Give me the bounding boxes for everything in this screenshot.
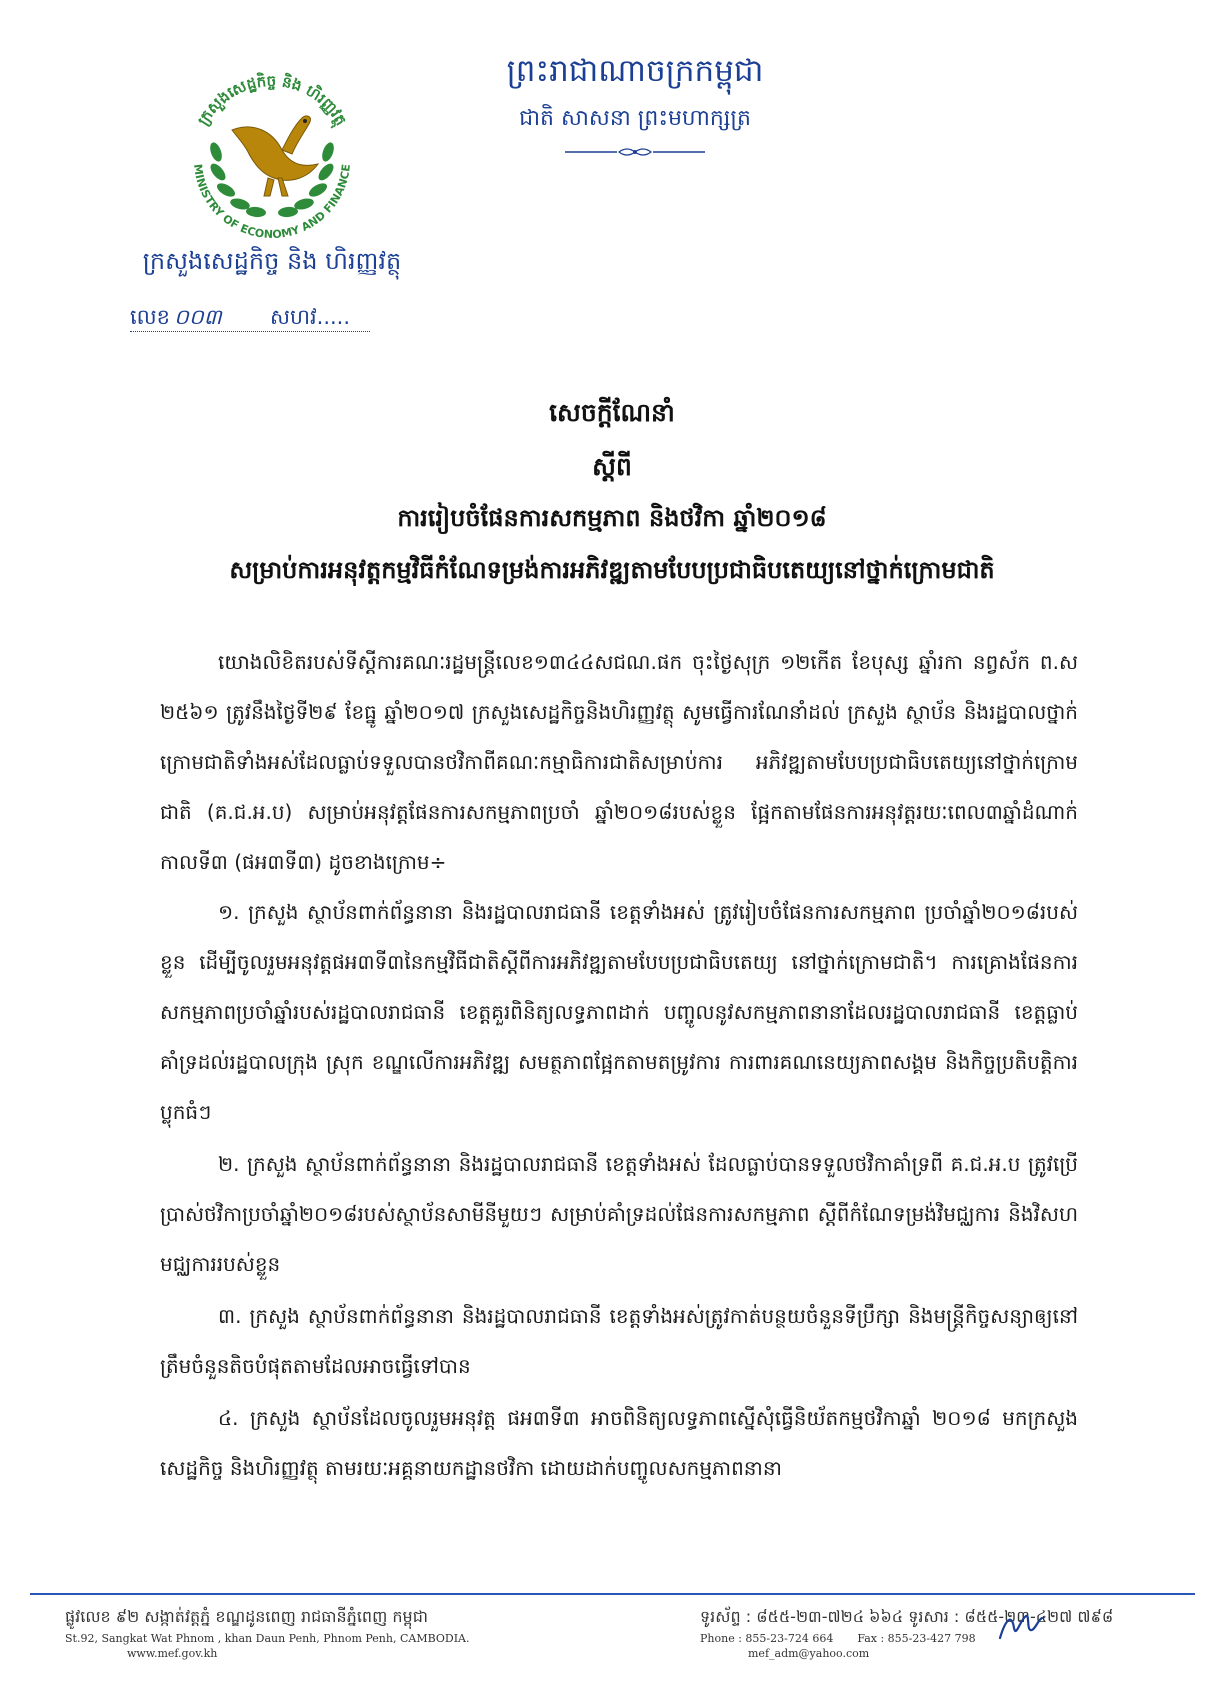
ref-prefix: លេខ (130, 305, 170, 329)
intro-paragraph: យោងលិខិតរបស់ទីស្តីការគណៈរដ្ឋមន្ត្រីលេខ១៣៤៤សជណ.ផក ចុះថ្ងៃសុក្រ ១២កើត ខែបុស្ស ឆ្នាំរកា នព្វស័ក ព.ស ២៥៦១ ត្រូវនឹងថ្ងៃទី២៩ ខែធ្នូ ឆ្នាំ២០១៧ ក្រសួងសេដ្ឋកិច្ចនិងហិរញ្ញវត្ថុ សូមធ្វើការណែនាំដល់ ក្រសួង ស្ថាប័ន និងរដ្ឋបាលថ្នាក់ក្រោមជាតិទាំងអស់ដែលធ្លាប់ទទួលបានថវិកាពីគណៈកម្មាធិការជាតិសម្រាប់ការ អភិវឌ្ឍតាមបែបប្រជាធិបតេយ្យនៅថ្នាក់ក្រោមជាតិ (គ.ជ.អ.ប) សម្រាប់អនុវត្តផែនការសកម្មភាពប្រចាំ ឆ្នាំ២០១៨របស់ខ្លួន ផ្អែកតាមផែនការអនុវត្តរយៈពេល៣ឆ្នាំដំណាក់កាលទី៣ (ផអ៣ទី៣) ដូចខាងក្រោម÷ (160, 650, 1078, 874)
ref-suffix: សហវ..... (270, 305, 351, 329)
website-link[interactable]: www.mef.gov.kh (127, 1647, 218, 1660)
contact-khmer: ទូរស័ព្ទ : ៨៥៥-២៣-៧២៤ ៦៦៤ ទូរសារ : ៨៥៥-២៣-៤២៧ ៧៩៨ (700, 1607, 1114, 1626)
title-subject-line-1: ការរៀបចំផែនការសកម្មភាព និងថវិកា ឆ្នាំ២០១៨ (397, 504, 827, 532)
footer-contact (700, 1606, 1160, 1660)
svg-text:ក្រសួងសេដ្ឋកិច្ច និង ហិរញ្ញវត្: ក្រសួងសេដ្ឋកិច្ច និង ហិរញ្ញវត្ថុ (193, 71, 351, 129)
ministry-seal-logo (172, 60, 372, 260)
ministry-name: ក្រសួងសេដ្ឋកិច្ច និង ហិរញ្ញវត្ថុ (142, 247, 402, 275)
reference-number (130, 300, 370, 334)
ref-number-handwritten: ០០៣ (174, 305, 222, 329)
clause-4-paragraph: ៤. ក្រសួង ស្ថាប័នដែលចូលរួមអនុវត្ត ផអ៣ទី៣ អាចពិនិត្យលទ្ធភាពស្នើសុំធ្វើនិយ័តកម្មថវិកាឆ្នាំ ២០១៨ មកក្រសួងសេដ្ឋកិច្ច និងហិរញ្ញវត្ថុ តាមរយៈអគ្គនាយកដ្ឋានថវិកា ដោយដាក់បញ្ចូលសកម្មភាពនានា (160, 1406, 1078, 1480)
document-type-title: សេចក្តីណែនាំ (549, 398, 675, 427)
title-subject-line-2: សម្រាប់ការអនុវត្តកម្មវិធីកំណែទម្រង់ការអភិវឌ្ឍតាមបែបប្រជាធិបតេយ្យនៅថ្នាក់ក្រោមជាតិ (229, 556, 995, 584)
address-khmer: ផ្លូវលេខ ៩២ សង្កាត់វត្តភ្នំ ខណ្ឌដូនពេញ រាជធានីភ្នំពេញ កម្ពុជា (65, 1607, 428, 1626)
clause-2-paragraph: ២. ក្រសួង ស្ថាប័នពាក់ព័ន្ធនានា និងរដ្ឋបាលរាជធានី ខេត្តទាំងអស់ ដែលធ្លាប់បានទទួលថវិកាគាំទ្រពី គ.ជ.អ.ប ត្រូវប្រើប្រាស់ថវិកាប្រចាំឆ្នាំ២០១៨របស់ស្ថាប័នសាមីនីមួយៗ សម្រាប់គាំទ្រដល់ផែនការសកម្មភាព ស្តីពីកំណែទម្រង់វិមជ្ឈការ និងវិសហមជ្ឈការរបស់ខ្លួន (160, 1152, 1078, 1276)
clause-3-paragraph: ៣. ក្រសួង ស្ថាប័នពាក់ព័ន្ធនានា និងរដ្ឋបាលរាជធានី ខេត្តទាំងអស់ត្រូវកាត់បន្ថយចំនួនទីប្រឹក្សា និងមន្ត្រីកិច្ចសន្យាឲ្យនៅត្រឹមចំនួនតិចបំផុតតាមដែលអាចធ្វើទៅបាន (160, 1304, 1078, 1378)
ornament-divider-icon (565, 146, 705, 158)
email-link[interactable]: mef_adm@yahoo.com (748, 1647, 870, 1660)
footer-divider (30, 1593, 1195, 1595)
kingdom-heading: ព្រះរាជាណាចក្រកម្ពុជា (506, 53, 764, 89)
initials-signature (996, 1608, 1044, 1644)
title-regarding: ស្តីពី (592, 452, 632, 481)
svg-text:MINISTRY OF ECONOMY AND FINANC: MINISTRY OF ECONOMY AND FINANCE (190, 163, 353, 242)
fax-number: Fax : 855-23-427 798 (857, 1632, 976, 1645)
clause-1-paragraph: ១. ក្រសួង ស្ថាប័នពាក់ព័ន្ធនានា និងរដ្ឋបាលរាជធានី ខេត្តទាំងអស់ ត្រូវរៀបចំផែនការសកម្មភាព ប្រចាំឆ្នាំ២០១៨របស់ខ្លួន ដើម្បីចូលរួមអនុវត្តផអ៣ទី៣នៃកម្មវិធីជាតិស្តីពីការអភិវឌ្ឍតាមបែបប្រជាធិបតេយ្យ នៅថ្នាក់ក្រោមជាតិ។ ការគ្រោងផែនការសកម្មភាពប្រចាំឆ្នាំរបស់រដ្ឋបាលរាជធានី ខេត្តគួរពិនិត្យលទ្ធភាពដាក់ បញ្ចូលនូវសកម្មភាពនានាដែលរដ្ឋបាលរាជធានី ខេត្តធ្លាប់គាំទ្រដល់រដ្ឋបាលក្រុង ស្រុក ខណ្ឌលើការអភិវឌ្ឍ សមត្ថភាពផ្អែកតាមតម្រូវការ ការពារគណនេយ្យភាពសង្គម និងកិច្ចប្រតិបត្តិការប្លុកធំៗ (160, 900, 1078, 1124)
phone-number: Phone : 855-23-724 664 (700, 1632, 834, 1645)
national-motto: ជាតិ សាសនា ព្រះមហាក្សត្រ (519, 106, 751, 131)
ref-dotted-line (130, 331, 370, 332)
address-english: St.92, Sangkat Wat Phnom , khan Daun Penh, Phnom Penh, CAMBODIA. (65, 1632, 470, 1645)
footer-address (65, 1606, 485, 1660)
